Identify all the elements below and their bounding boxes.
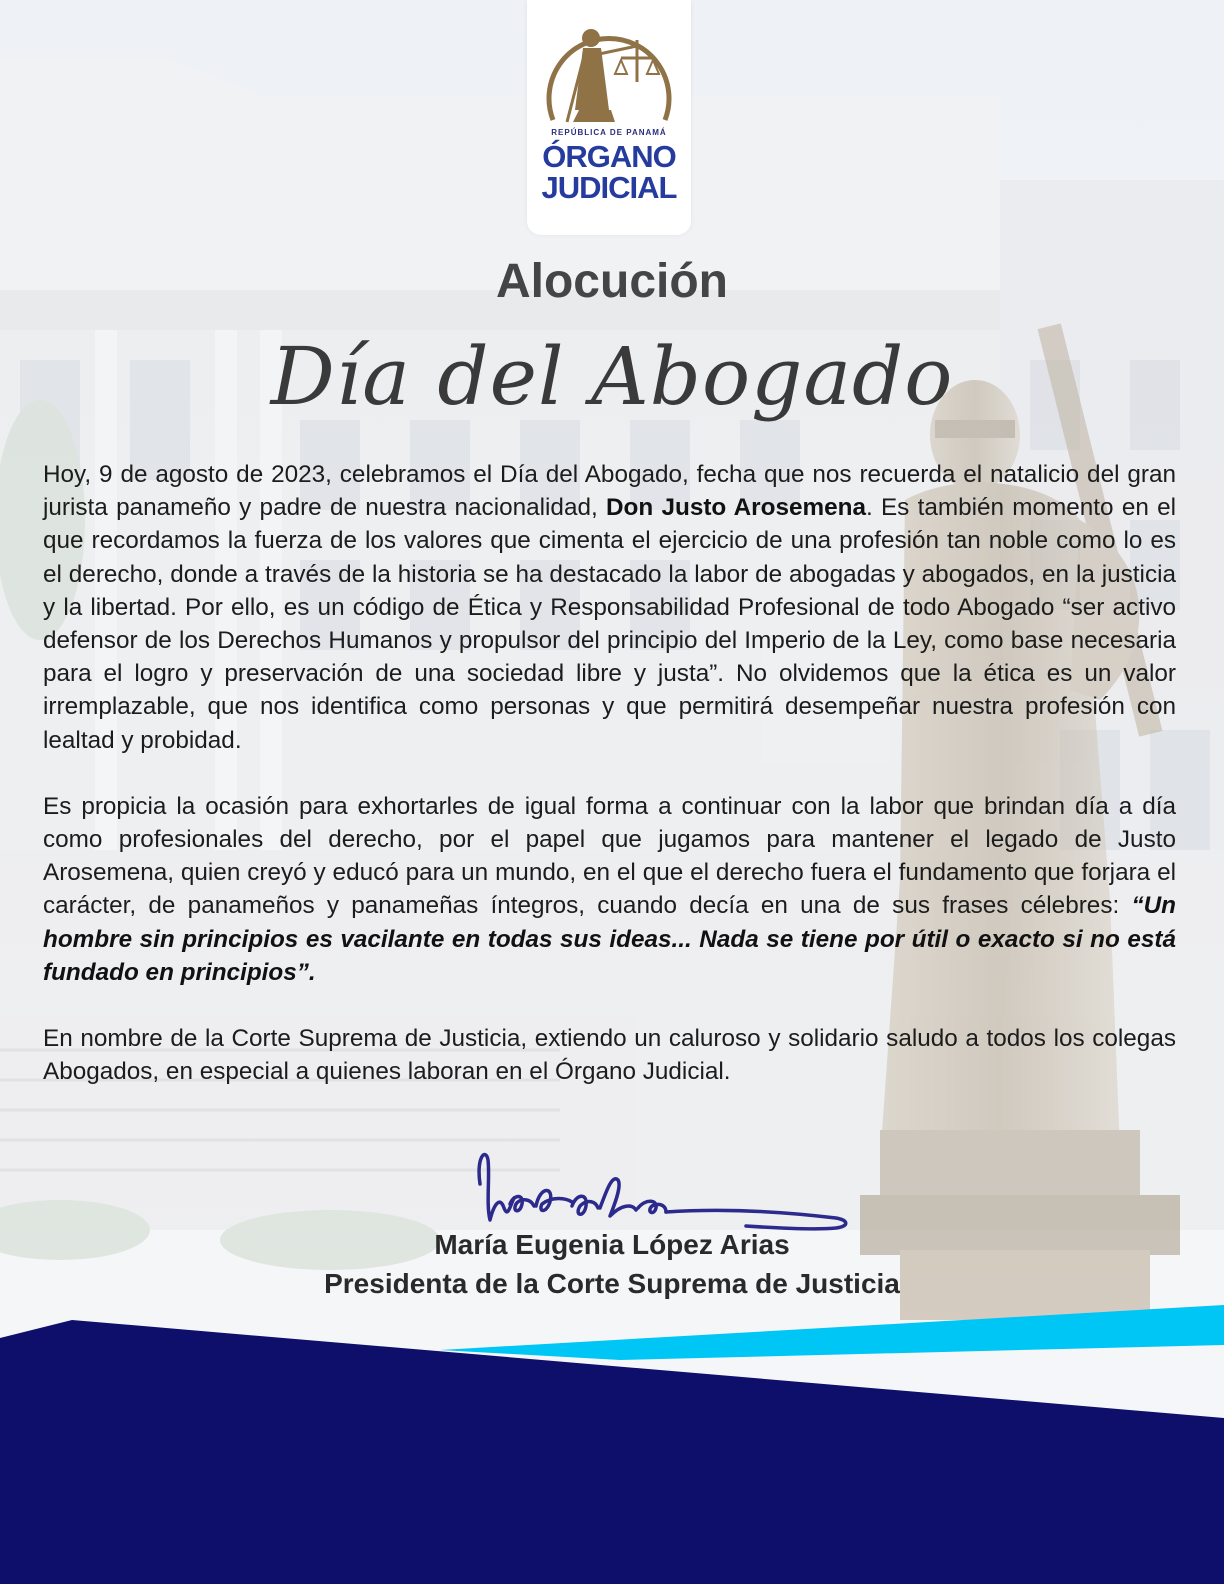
honoree-name: Don Justo Arosemena [605, 494, 866, 522]
letter-body [43, 458, 1176, 1121]
signatory-title: Presidenta de la Corte Suprema de Justicia [324, 1268, 900, 1299]
logo-word-organo: ÓRGANO [542, 139, 676, 174]
famous-quote: “Un hombre sin principios es vacilante en todas sus ideas... Nada se tiene por útil o exacto si no está fundado en principios”. [43, 892, 1176, 986]
signatory-name: María Eugenia López Arias [434, 1229, 790, 1260]
lady-justice-emblem [533, 10, 685, 130]
logo-word-judicial: JUDICIAL [541, 170, 677, 205]
paragraph-1-rest: . Es también momento en el que recordamos la fuerza de los valores que cimenta el ejercicio de una profesión tan noble como lo es el derecho, donde a través de la historia se ha destacado la labor de abogadas y abogados, en la justicia y la libertad. Por ello, es un código de Ética y Responsabilidad Profesional de todo Abogado “ser activo defensor de los Derechos Humanos y propulsor del principio del Imperio de la Ley, como base necesaria para el logro y preservación de una sociedad libre y justa”. No olvidemos que la ética es un valor irremplazable, que nos identifica como personas y que permitirá desempeñar nuestra profesión con lealtad y probidad. [43, 494, 1177, 754]
page-subtitle: Día del Abogado [270, 330, 954, 423]
paragraph-2-text: Es propicia la ocasión para exhortarles de igual forma a continuar con la labor que brindan día a día como profesionales del derecho, por el papel que jugamos para mantener el legado de Justo Arosemena, quien creyó y educó para un mundo, en el que el derecho fuera el fundamento que forjara el carácter, de panameños y panameñas íntegros, cuando decía en una de sus frases célebres: [43, 792, 1176, 920]
organo-judicial-logo [527, 0, 691, 235]
paragraph-1-intro: Hoy, 9 de agosto de 2023, celebramos el Día del Abogado, fecha que nos recuerda el natalicio del gran jurista panameño y padre de nuestra nacionalidad, [43, 461, 1176, 522]
paragraph-3: En nombre de la Corte Suprema de Justicia, extiendo un caluroso y solidario saludo a todos los colegas Abogados, en especial a quienes laboran en el Órgano Judicial. [43, 1025, 1176, 1086]
paragraph-2 [43, 790, 1176, 989]
page-title: Alocución [495, 255, 728, 308]
paragraph-1 [43, 458, 1176, 757]
logo-country-label: REPÚBLICA DE PANAMÁ [551, 128, 667, 137]
